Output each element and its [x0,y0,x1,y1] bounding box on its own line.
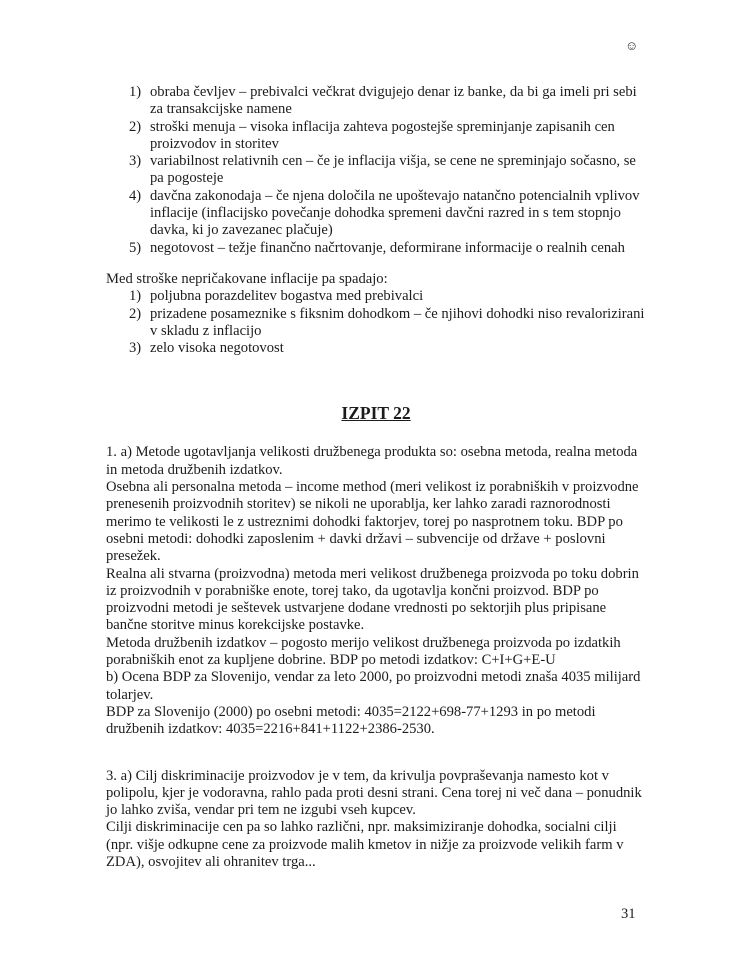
exam-paragraph: 3. a) Cilj diskriminacije proizvodov je v tem, da krivulja povpraševanja namesto kot v polipolu, kjer je vodoravna, rahlo pada proti desni strani. Cena torej ni več dana – ponudnik jo lahko zviša, vendar pri tem ne izgubi vseh kupcev. [106,767,642,819]
inflation-costs-list [106,84,646,257]
exam-paragraph: Cilji diskriminacije cen pa so lahko različni, npr. maksimiziranje dohodka, socialni cilji (npr. višje odkupne cene za proizvode malih kmetov in nižje za proizvode velikih farm v ZDA), osvojitev ali ohranitev trga... [106,819,624,870]
list-item-text: obraba čevljev – prebivalci večkrat dvigujejo denar iz banke, da bi ga imeli pri sebi za transakcijske namene [150,84,637,118]
list-item-text: prizadene posameznike s fiksnim dohodkom – če njihovi dohodki niso revalorizirani v skladu z inflacijo [150,305,645,339]
list-item [129,240,646,257]
list-item [129,153,646,188]
list-item-number: 5) [129,239,142,256]
exam-heading [106,403,646,423]
list-item-text: zelo visoka negotovost [150,340,284,357]
exam-paragraph: Osebna ali personalna metoda – income method (meri velikost iz porabniških v proizvodne prenesenih proizvodnih storitev) se nikoli ne uporablja, ker lahko zaradi raznorodnosti merimo te velikosti le z ustreznimi dohodki faktorjev, torej po nasprotnem toku. BDP po osebni metodi: dohodki zaposlenim + davki državi – subvencije od države + poslovni presežek. [106,479,639,565]
list-item-text: davčna zakonodaja – če njena določila ne upoštevajo natančno potencialnih vplivov inflacije (inflacijsko povečanje dohodka spremeni davčni razred in s tem stopnjo davka, ki jo zavezanec plačuje) [150,187,640,239]
list-item [129,188,646,240]
list-item-number: 1) [129,84,142,100]
page-content [106,84,646,871]
list-item [129,306,646,341]
page-number: 31 [621,906,636,922]
list-item [129,84,646,119]
exam-paragraph: BDP za Slovenijo (2000) po osebni metodi: 4035=2122+698-77+1293 in po metodi družbenih izdatkov: 4035=2216+841+1122+2386-2530. [106,703,596,738]
list-item-text: stroški menuja – visoka inflacija zahteva pogostejše spreminjanje zapisanih cen proizvodov in storitev [150,118,615,152]
list-item-number: 1) [129,288,142,305]
list-item-text: variabilnost relativnih cen – če je inflacija višja, se cene ne spreminjajo sočasno, se pa pogosteje [150,153,636,187]
list-item [129,119,646,154]
list-item [129,288,646,305]
list-item-number: 3) [129,153,142,170]
exam-paragraph: Metoda družbenih izdatkov – pogosto merijo velikost družbenega proizvoda po izdatkih porabniških enot za kupljene dobrine. BDP po metodi izdatkov: C+I+G+E-U [106,634,621,669]
exam-heading-text: IZPIT 22 [341,403,411,424]
list-item-number: 4) [129,187,142,204]
smiley-icon: ☺ [625,38,639,53]
list-item-number: 2) [129,118,142,135]
list-item-text: poljubna porazdelitev bogastva med prebivalci [150,288,424,305]
list-item [129,340,646,357]
exam-paragraph: b) Ocena BDP za Slovenijo, vendar za leto 2000, po proizvodni metodi znaša 4035 milijard tolarjev. [106,669,641,703]
list-item-text: negotovost – težje finančno načrtovanje, deformirane informacije o realnih cenah [150,239,625,256]
exam-paragraph: 1. a) Metode ugotavljanja velikosti družbenega produkta so: osebna metoda, realna metoda in metoda družbenih izdatkov. [106,444,638,478]
unexpected-inflation-intro: Med stroške nepričakovane inflacije pa spadajo: [106,270,388,287]
unexpected-inflation-list [106,288,646,357]
exam-paragraph: Realna ali stvarna (proizvodna) metoda meri velikost družbenega proizvoda po toku dobrin iz proizvodnih v porabniške enote, torej tako, da ugotavlja končni proizvod. BDP po proizvodni metodi je seštevek ustvarjene dodane vrednosti po sektorjih plus pripisane bančne storitve minus korekcijske postavke. [106,565,639,634]
list-item-number: 3) [129,340,142,357]
list-item-number: 2) [129,305,142,322]
